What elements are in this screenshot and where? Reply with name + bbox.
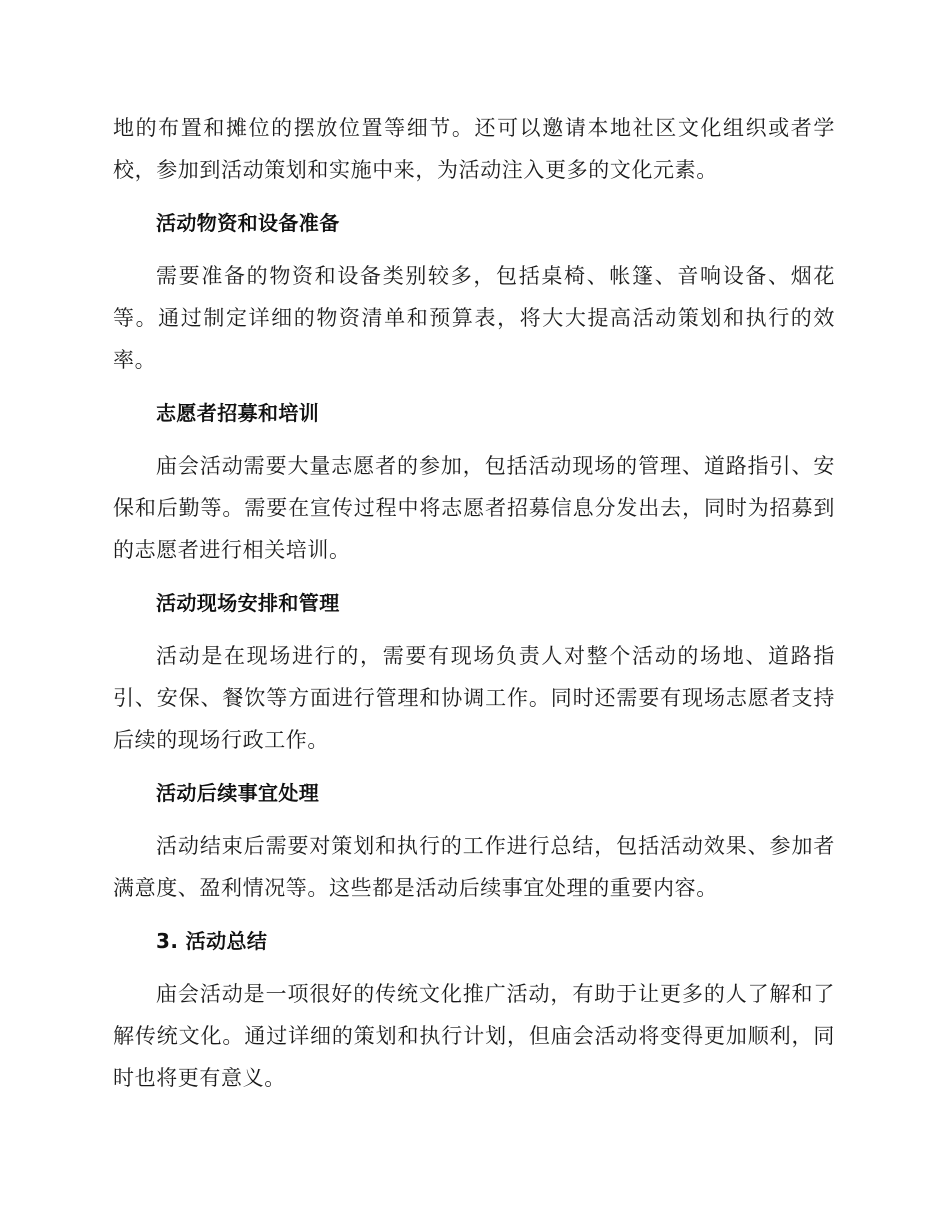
document-body: [113, 107, 835, 1110]
intro-paragraph: 地的布置和摊位的摆放位置等细节。还可以邀请本地社区文化组织或者学校，参加到活动策划和实施中来，为活动注入更多的文化元素。: [113, 116, 835, 182]
section-heading-onsite: 活动现场安排和管理: [156, 591, 340, 615]
section-paragraph-followup: 活动结束后需要对策划和执行的工作进行总结，包括活动效果、参加者满意度、盈利情况等。这些都是活动后续事宜处理的重要内容。: [113, 834, 835, 900]
section-heading-followup: 活动后续事宜处理: [156, 781, 320, 805]
section-heading-volunteers: 志愿者招募和培训: [156, 401, 320, 425]
section-heading-summary: 3. 活动总结: [156, 929, 268, 953]
section-paragraph-onsite: 活动是在现场进行的，需要有现场负责人对整个活动的场地、道路指引、安保、餐饮等方面进行管理和协调工作。同时还需要有现场志愿者支持后续的现场行政工作。: [113, 644, 835, 752]
section-paragraph-volunteers: 庙会活动需要大量志愿者的参加，包括活动现场的管理、道路指引、安保和后勤等。需要在宣传过程中将志愿者招募信息分发出去，同时为招募到的志愿者进行相关培训。: [113, 454, 835, 562]
section-heading-materials: 活动物资和设备准备: [156, 211, 340, 235]
section-paragraph-summary: 庙会活动是一项很好的传统文化推广活动，有助于让更多的人了解和了解传统文化。通过详细的策划和执行计划，但庙会活动将变得更加顺利，同时也将更有意义。: [113, 982, 835, 1090]
section-paragraph-materials: 需要准备的物资和设备类别较多，包括桌椅、帐篷、音响设备、烟花等。通过制定详细的物资清单和预算表，将大大提高活动策划和执行的效率。: [113, 264, 835, 372]
